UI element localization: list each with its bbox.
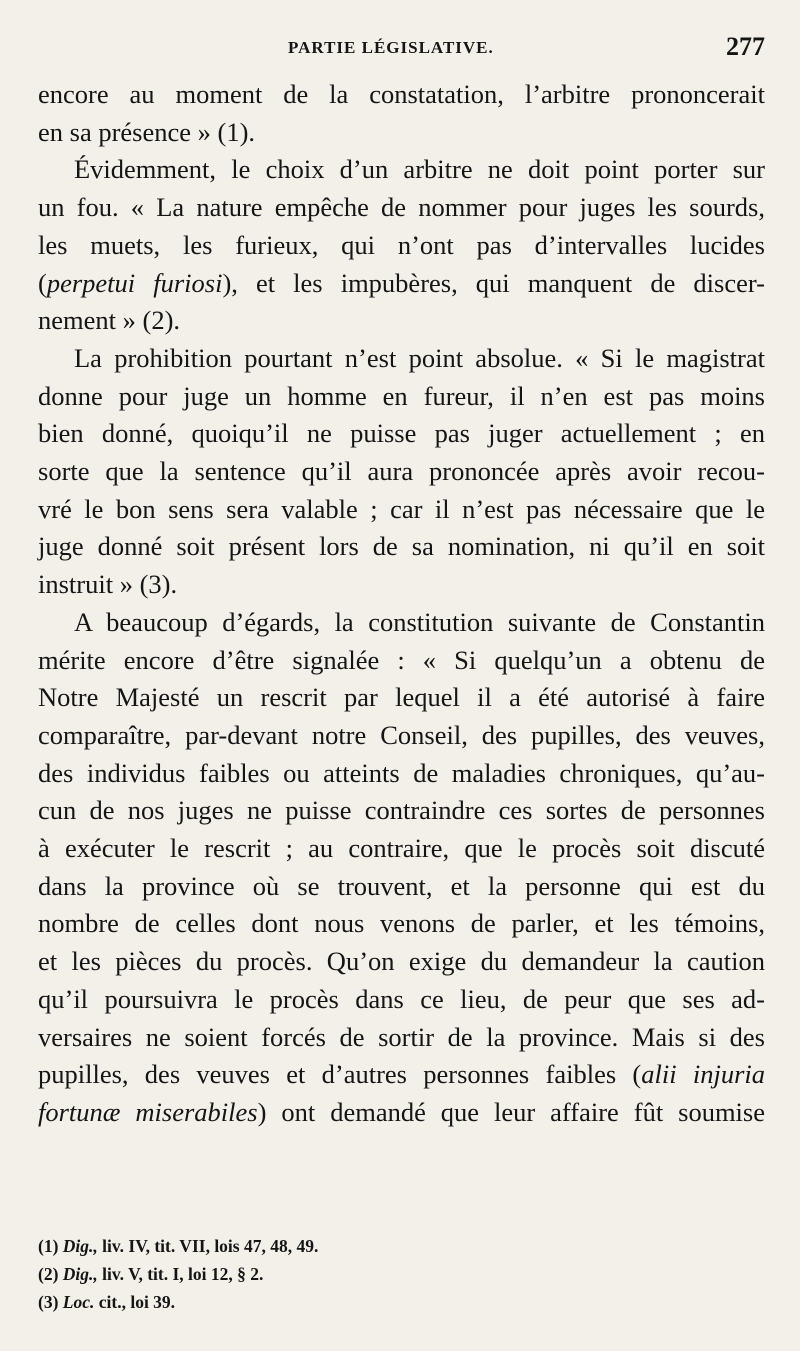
text-line: mérite encore d’être signalée : « Si quelqu’un a obtenu de — [38, 644, 765, 675]
footnote-number: (2) — [38, 1264, 63, 1284]
text-line: et les pièces du procès. Qu’on exige du demandeur la caution — [38, 946, 765, 977]
text-line: A beaucoup d’égards, la constitution suivante de Constantin — [74, 606, 765, 637]
paragraph-1 — [38, 76, 765, 151]
text-line-with-italic: fortunæ miserabiles) ont demandé que leur affaire fût soumise — [38, 1096, 765, 1127]
footnote-source: Loc. — [62, 1292, 95, 1312]
text-line: qu’il poursuivra le procès dans ce lieu, de peur que ses ad- — [38, 983, 765, 1014]
text-line: instruit » (3). — [38, 569, 178, 600]
text-line: vré le bon sens sera valable ; car il n’est pas nécessaire que le — [38, 493, 765, 524]
footnote-reference: cit., loi 39. — [94, 1292, 176, 1312]
text-line: cun de nos juges ne puisse contraindre ces sortes de personnes — [38, 795, 765, 826]
text-line: sorte que la sentence qu’il aura prononcée après avoir recou- — [38, 456, 765, 487]
footnotes — [38, 1232, 318, 1316]
text-line-with-italic: pupilles, des veuves et d’autres personnes faibles (alii injuria — [38, 1059, 765, 1090]
text-line: donne pour juge un homme en fureur, il n’en est pas moins — [38, 380, 765, 411]
text-line: bien donné, quoiqu’il ne puisse pas juger actuellement ; en — [38, 418, 765, 449]
text-line: encore au moment de la constatation, l’arbitre prononcerait — [38, 79, 765, 109]
paragraph-2 — [38, 151, 765, 340]
text-line: nombre de celles dont nous venons de parler, et les témoins, — [38, 908, 765, 939]
text-line: à exécuter le rescrit ; au contraire, que le procès soit discuté — [38, 833, 765, 864]
page-number: 277 — [726, 32, 765, 61]
text-line-with-italic: (perpetui furiosi), et les impubères, qui manquent de discer- — [38, 267, 765, 298]
text-line: juge donné soit présent lors de sa nomination, ni qu’il en soit — [38, 531, 765, 562]
footnote-source: Dig., — [62, 1264, 98, 1284]
text-line: des individus faibles ou atteints de maladies chroniques, qu’au- — [38, 757, 765, 788]
footnote-reference: liv. V, tit. I, loi 12, § 2. — [97, 1264, 264, 1284]
italic-phrase: perpetui furiosi — [46, 267, 223, 298]
paragraph-4 — [38, 604, 765, 1132]
footnote-number: (1) — [38, 1236, 63, 1256]
footnote-number: (3) — [38, 1292, 63, 1312]
footnote-reference: liv. IV, tit. VII, lois 47, 48, 49. — [97, 1236, 319, 1256]
paragraph-3 — [38, 340, 765, 604]
text-line: Notre Majesté un rescrit par lequel il a été autorisé à faire — [38, 682, 765, 713]
body-text — [38, 76, 765, 1132]
text-line: nement » (2). — [38, 305, 181, 336]
footnote-2 — [38, 1260, 318, 1288]
page-header — [38, 32, 765, 76]
italic-phrase: fortunæ miserabiles — [38, 1096, 258, 1127]
text-line: un fou. « La nature empêche de nommer pour juges les sourds, — [38, 192, 765, 223]
footnote-source: Dig., — [62, 1236, 98, 1256]
running-title: PARTIE LÉGISLATIVE. — [288, 38, 494, 57]
text-line: en sa présence » (1). — [38, 116, 256, 147]
italic-phrase: alii injuria — [641, 1059, 765, 1090]
page — [38, 32, 765, 1132]
footnote-3 — [38, 1288, 318, 1316]
text-line: La prohibition pourtant n’est point absolue. « Si le magistrat — [74, 342, 765, 373]
text-line: Évidemment, le choix d’un arbitre ne doit point porter sur — [74, 154, 765, 185]
text-line: dans la province où se trouvent, et la personne qui est du — [38, 870, 765, 901]
text-line: versaires ne soient forcés de sortir de la province. Mais si des — [38, 1021, 765, 1052]
footnote-1 — [38, 1232, 318, 1260]
text-line: les muets, les furieux, qui n’ont pas d’intervalles lucides — [38, 229, 765, 260]
text-line: comparaître, par-devant notre Conseil, des pupilles, des veuves, — [38, 719, 765, 750]
